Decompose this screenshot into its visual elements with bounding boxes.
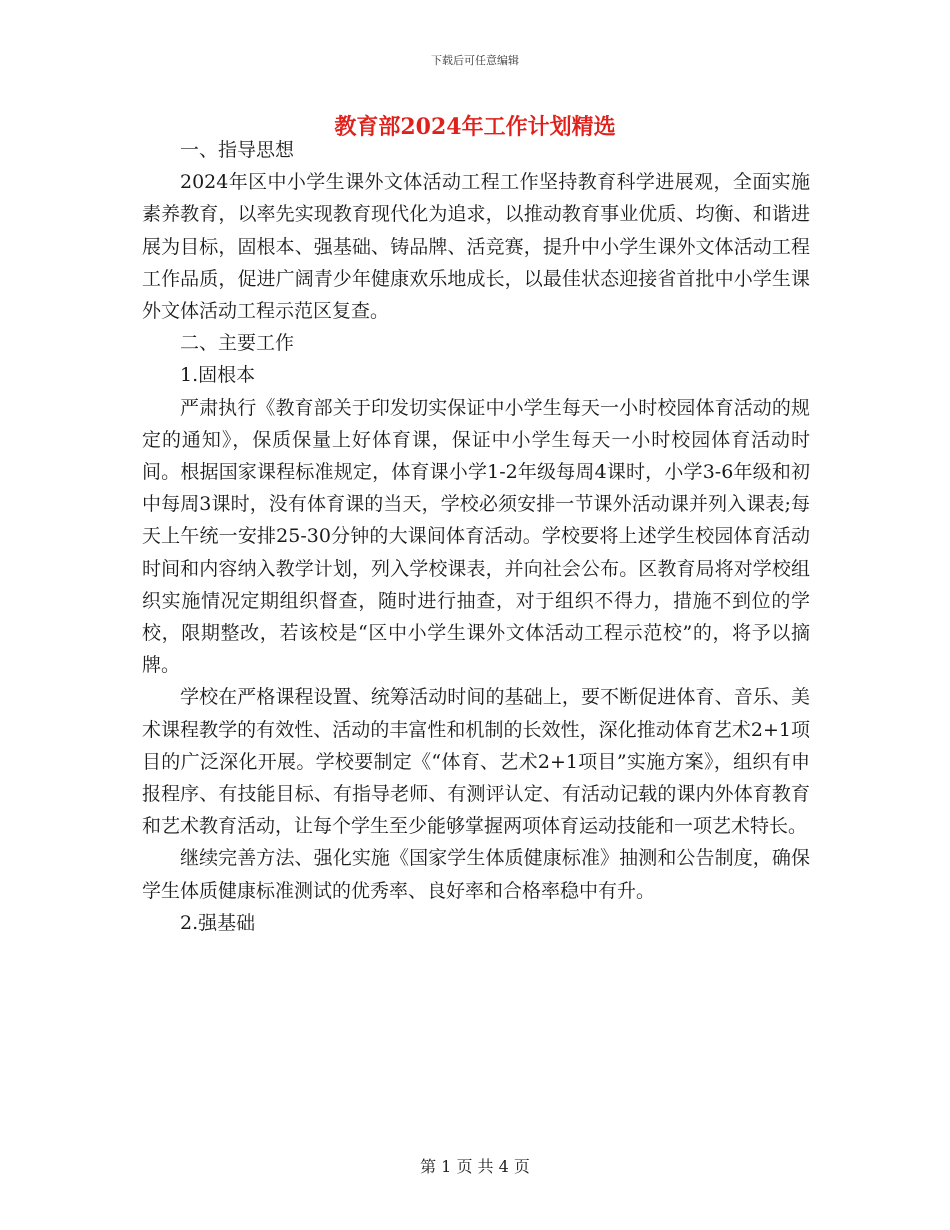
document-body <box>142 134 810 939</box>
paragraph-guiding-ideology: 2024年区中小学生课外文体活动工程工作坚持教育科学进展观，全面实施素养教育，以率先实现教育现代化为追求，以推动教育事业优质、均衡、和谐进展为目标，固根本、强基础、铸品牌、活竞赛，提升中小学生课外文体活动工程工作品质，促进广阔青少年健康欢乐地成长，以最佳状态迎接省首批中小学生课外文体活动工程示范区复查。 <box>142 171 810 323</box>
paragraph-arts-sports-program: 学校在严格课程设置、统筹活动时间的基础上，要不断促进体育、音乐、美术课程教学的有效性、活动的丰富性和机制的长效性，深化推动体育艺术2+1项目的广泛深化开展。学校要制定《“体育、艺术2+1项目”实施方案》，组织有申报程序、有技能目标、有指导老师、有测评认定、有活动记载的课内外体育教育和艺术教育活动，让每个学生至少能够掌握两项体育运动技能和一项艺术特长。 <box>142 686 810 838</box>
subheading-consolidate-foundation: 1.固根本 <box>180 364 256 387</box>
document-title: 教育部2024年工作计划精选 <box>334 114 616 140</box>
subheading-strengthen-basics: 2.强基础 <box>180 911 256 934</box>
section-heading-main-work: 二、主要工作 <box>180 332 295 355</box>
page-header: 下载后可任意编辑 <box>431 54 519 67</box>
page-footer: 第 1 页 共 4 页 <box>420 1157 530 1176</box>
paragraph-pe-schedule: 严肃执行《教育部关于印发切实保证中小学生每天一小时校园体育活动的规定的通知》，保质保量上好体育课，保证中小学生每天一小时校园体育活动时间。根据国家课程标准规定，体育课小学1-2年级每周4课时，小学3-6年级和初中每周3课时，没有体育课的当天，学校必须安排一节课外活动课并列入课表;每天上午统一安排25-30分钟的大课间体育活动。学校要将上述学生校园体育活动时间和内容纳入教学计划，列入学校课表，并向社会公布。区教育局将对学校组织实施情况定期组织督查，随时进行抽查，对于组织不得力，措施不到位的学校，限期整改，若该校是“区中小学生课外文体活动工程示范校”的，将予以摘牌。 <box>142 396 810 677</box>
section-heading-guiding-ideology: 一、指导思想 <box>180 139 295 161</box>
paragraph-health-standard: 继续完善方法、强化实施《国家学生体质健康标准》抽测和公告制度，确保学生体质健康标准测试的优秀率、良好率和合格率稳中有升。 <box>142 847 810 902</box>
